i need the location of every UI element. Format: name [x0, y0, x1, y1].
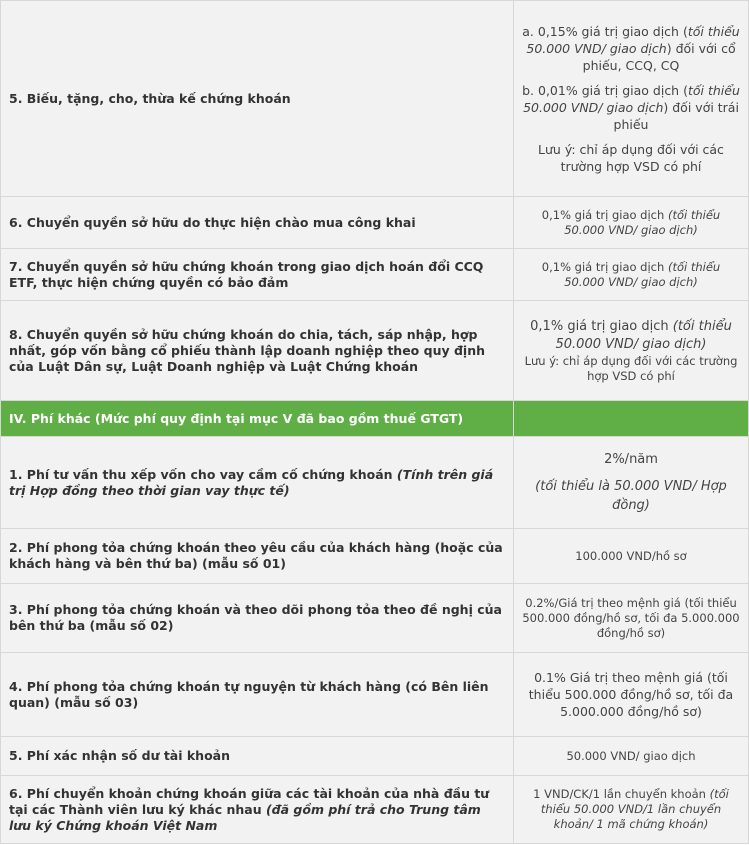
section-title: IV. Phí khác (Mức phí quy định tại mục V đã bao gồm thuế GTGT)	[1, 401, 514, 437]
row-label: 3. Phí phong tỏa chứng khoán và theo dõi phong tỏa theo đề nghị của bên thứ ba (mẫu số 02)	[1, 584, 514, 653]
row-fee: 50.000 VND/ giao dịch	[514, 737, 749, 776]
row-label: 1. Phí tư vấn thu xếp vốn cho vay cầm cố chứng khoán (Tính trên giá trị Hợp đồng theo thời gian vay thực tế)	[1, 437, 514, 529]
section-header	[1, 401, 749, 437]
row-fee	[514, 1, 749, 197]
row-fee: 2%/năm (tối thiểu là 50.000 VND/ Hợp đồng)	[514, 437, 749, 529]
fee-note: Lưu ý: chỉ áp dụng đối với các trường hợp VSD có phí	[524, 353, 738, 383]
fee-line-a: a. 0,15% giá trị giao dịch (tối thiểu 50.000 VND/ giao dịch) đối với cổ phiếu, CCQ, CQ	[522, 23, 740, 73]
table-row	[1, 197, 749, 249]
row-fee: 0.1% Giá trị theo mệnh giá (tối thiểu 500.000 đồng/hồ sơ, tối đa 5.000.000 đồng/hồ sơ)	[514, 653, 749, 737]
table-row	[1, 301, 749, 401]
row-label: 7. Chuyển quyền sở hữu chứng khoán trong giao dịch hoán đổi CCQ ETF, thực hiện chứng quyền có bảo đảm	[1, 249, 514, 301]
row-fee: 0,1% giá trị giao dịch (tối thiểu 50.000 VND/ giao dịch)	[514, 249, 749, 301]
table-row	[1, 776, 749, 844]
row-label: 4. Phí phong tỏa chứng khoán tự nguyện từ khách hàng (có Bên liên quan) (mẫu số 03)	[1, 653, 514, 737]
row-fee: 0,1% giá trị giao dịch (tối thiểu 50.000 VND/ giao dịch) Lưu ý: chỉ áp dụng đối với các trường hợp VSD có phí	[514, 301, 749, 401]
row-label: 6. Phí chuyển khoản chứng khoán giữa các tài khoản của nhà đầu tư tại các Thành viên lưu ký khác nhau (đã gồm phí trả cho Trung tâm lưu ký Chứng khoán Việt Nam	[1, 776, 514, 844]
row-label: 6. Chuyển quyền sở hữu do thực hiện chào mua công khai	[1, 197, 514, 249]
row-fee: 1 VND/CK/1 lần chuyển khoản (tối thiểu 50.000 VND/1 lần chuyển khoản/ 1 mã chứng khoán)	[514, 776, 749, 844]
table-row	[1, 737, 749, 776]
table-row	[1, 584, 749, 653]
row-label: 5. Phí xác nhận số dư tài khoản	[1, 737, 514, 776]
section-blank	[514, 401, 749, 437]
table-row	[1, 653, 749, 737]
fee-line-b: b. 0,01% giá trị giao dịch (tối thiểu 50.000 VND/ giao dịch) đối với trái phiếu	[522, 82, 740, 132]
table-row	[1, 249, 749, 301]
row-label: 2. Phí phong tỏa chứng khoán theo yêu cầu của khách hàng (hoặc của khách hàng và bên thứ ba) (mẫu số 01)	[1, 529, 514, 584]
table-row	[1, 437, 749, 529]
row-fee: 0,1% giá trị giao dịch (tối thiểu 50.000 VND/ giao dịch)	[514, 197, 749, 249]
table-row	[1, 1, 749, 197]
table-row	[1, 529, 749, 584]
row-label: 5. Biếu, tặng, cho, thừa kế chứng khoán	[1, 1, 514, 197]
fee-note: Lưu ý: chỉ áp dụng đối với các trường hợp VSD có phí	[538, 141, 724, 174]
row-label: 8. Chuyển quyền sở hữu chứng khoán do chia, tách, sáp nhập, hợp nhất, góp vốn bằng cổ phiếu thành lập doanh nghiệp theo quy định của Luật Dân sự, Luật Doanh nghiệp và Luật Chứng khoán	[1, 301, 514, 401]
row-fee: 0.2%/Giá trị theo mệnh giá (tối thiểu 500.000 đồng/hồ sơ, tối đa 5.000.000 đồng/hồ sơ)	[514, 584, 749, 653]
row-fee: 100.000 VND/hồ sơ	[514, 529, 749, 584]
